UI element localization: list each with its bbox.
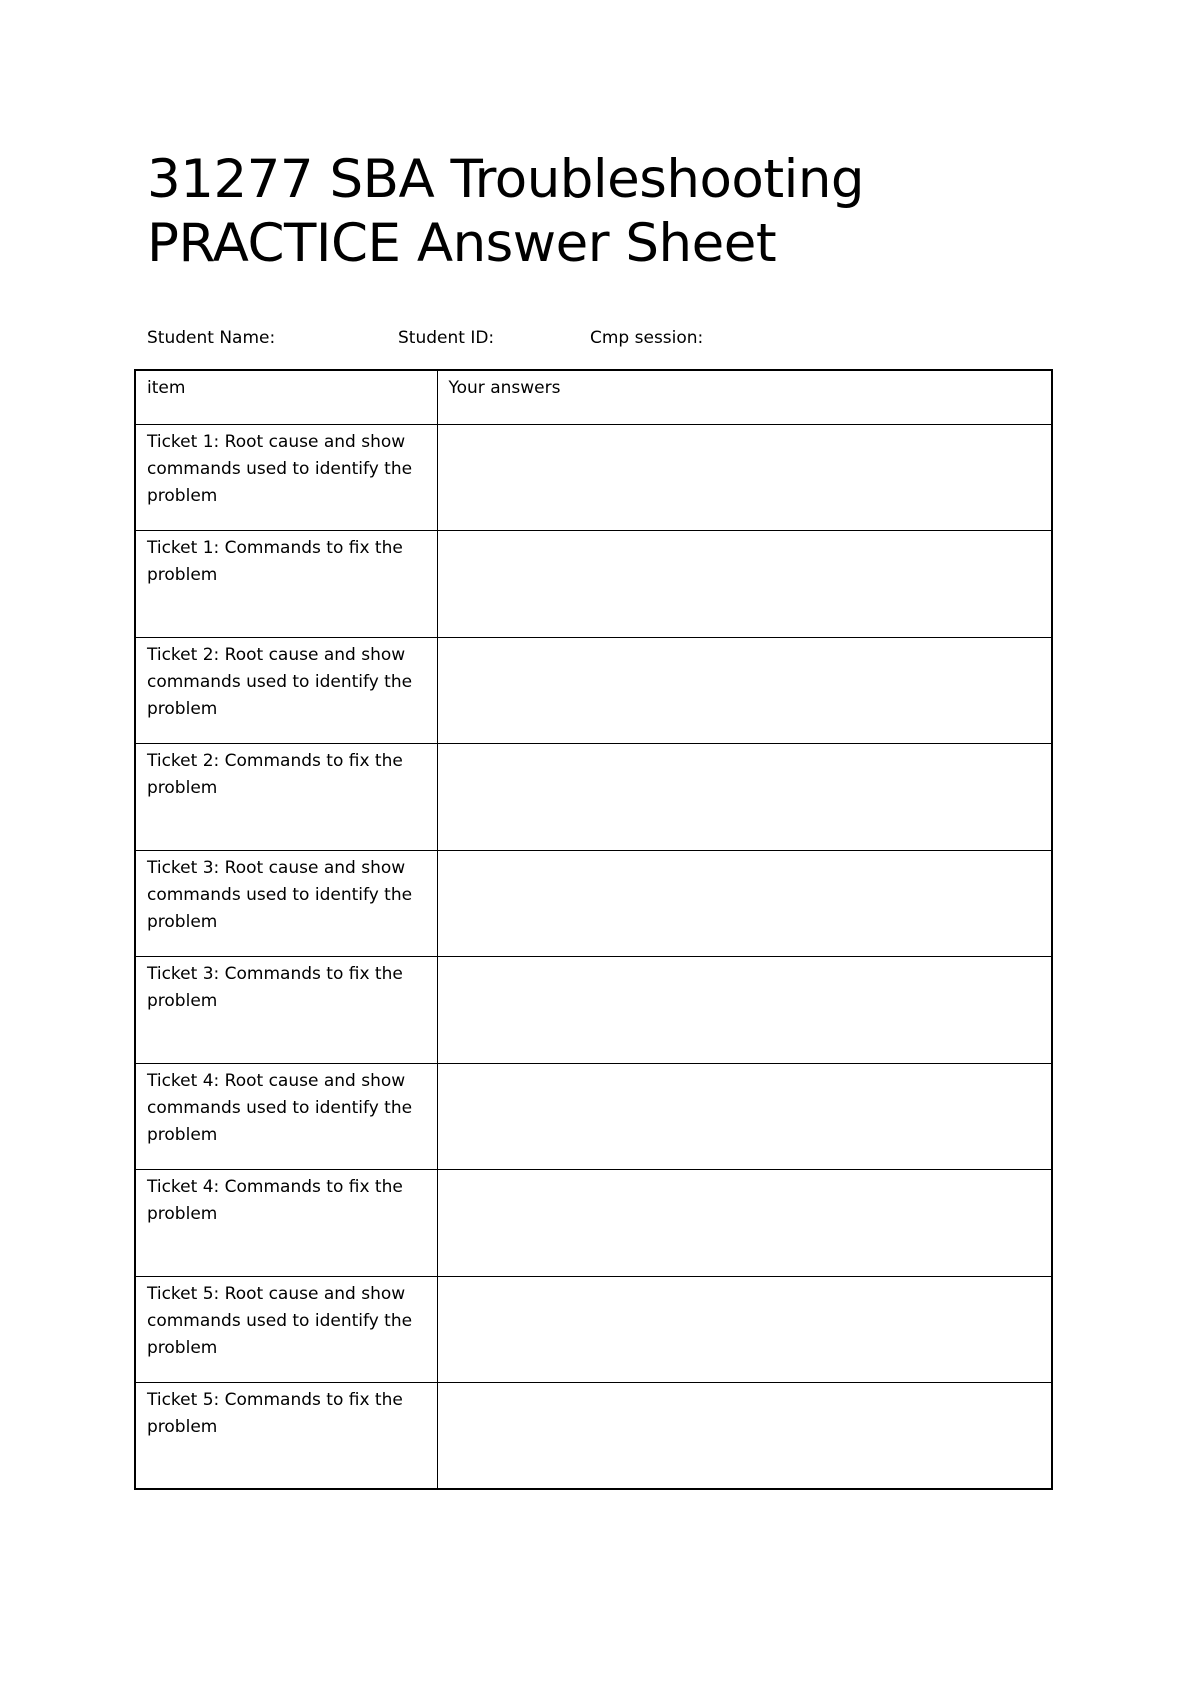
table-row	[135, 1276, 1052, 1383]
answer-cell[interactable]	[437, 744, 1052, 851]
answer-cell[interactable]	[437, 531, 1052, 638]
answer-table	[134, 369, 1053, 1490]
item-cell: Ticket 1: Root cause and show commands used to identify the problem	[135, 424, 437, 531]
item-cell: Ticket 3: Root cause and show commands used to identify the problem	[135, 850, 437, 957]
item-cell: Ticket 4: Commands to fix the problem	[135, 1170, 437, 1277]
answer-cell[interactable]	[437, 637, 1052, 744]
student-name-label: Student Name:	[147, 328, 276, 348]
student-info-line	[0, 326, 1200, 350]
answer-input[interactable]	[438, 425, 1052, 531]
column-header-item: item	[135, 370, 437, 424]
answer-input[interactable]	[438, 638, 1052, 744]
item-cell: Ticket 3: Commands to fix the problem	[135, 957, 437, 1064]
item-cell: Ticket 5: Commands to fix the problem	[135, 1383, 437, 1490]
table-header-row	[135, 370, 1052, 424]
answer-input[interactable]	[438, 1277, 1052, 1383]
answer-cell[interactable]	[437, 957, 1052, 1064]
title-line-2: PRACTICE Answer Sheet	[147, 213, 777, 274]
item-cell: Ticket 2: Root cause and show commands used to identify the problem	[135, 637, 437, 744]
item-cell: Ticket 4: Root cause and show commands used to identify the problem	[135, 1063, 437, 1170]
answer-cell[interactable]	[437, 1276, 1052, 1383]
item-cell: Ticket 1: Commands to fix the problem	[135, 531, 437, 638]
table-row	[135, 1063, 1052, 1170]
answer-input[interactable]	[438, 1170, 1052, 1276]
table-row	[135, 424, 1052, 531]
answer-input[interactable]	[438, 744, 1052, 850]
table-row	[135, 850, 1052, 957]
answer-input[interactable]	[438, 851, 1052, 957]
column-header-answers: Your answers	[437, 370, 1052, 424]
answer-cell[interactable]	[437, 1063, 1052, 1170]
cmp-session-label: Cmp session:	[590, 328, 704, 348]
answer-cell[interactable]	[437, 1383, 1052, 1490]
answer-cell[interactable]	[437, 424, 1052, 531]
item-cell: Ticket 5: Root cause and show commands used to identify the problem	[135, 1276, 437, 1383]
answer-input[interactable]	[438, 1064, 1052, 1170]
table-row	[135, 1383, 1052, 1490]
table-row	[135, 744, 1052, 851]
table-row	[135, 1170, 1052, 1277]
answer-cell[interactable]	[437, 1170, 1052, 1277]
answer-input[interactable]	[438, 531, 1052, 637]
page-title	[147, 148, 864, 276]
title-line-1: 31277 SBA Troubleshooting	[147, 149, 865, 210]
student-id-label: Student ID:	[398, 328, 495, 348]
answer-input[interactable]	[438, 1383, 1052, 1488]
item-cell: Ticket 2: Commands to fix the problem	[135, 744, 437, 851]
answer-cell[interactable]	[437, 850, 1052, 957]
table-row	[135, 637, 1052, 744]
answer-input[interactable]	[438, 957, 1052, 1063]
table-row	[135, 957, 1052, 1064]
table-row	[135, 531, 1052, 638]
